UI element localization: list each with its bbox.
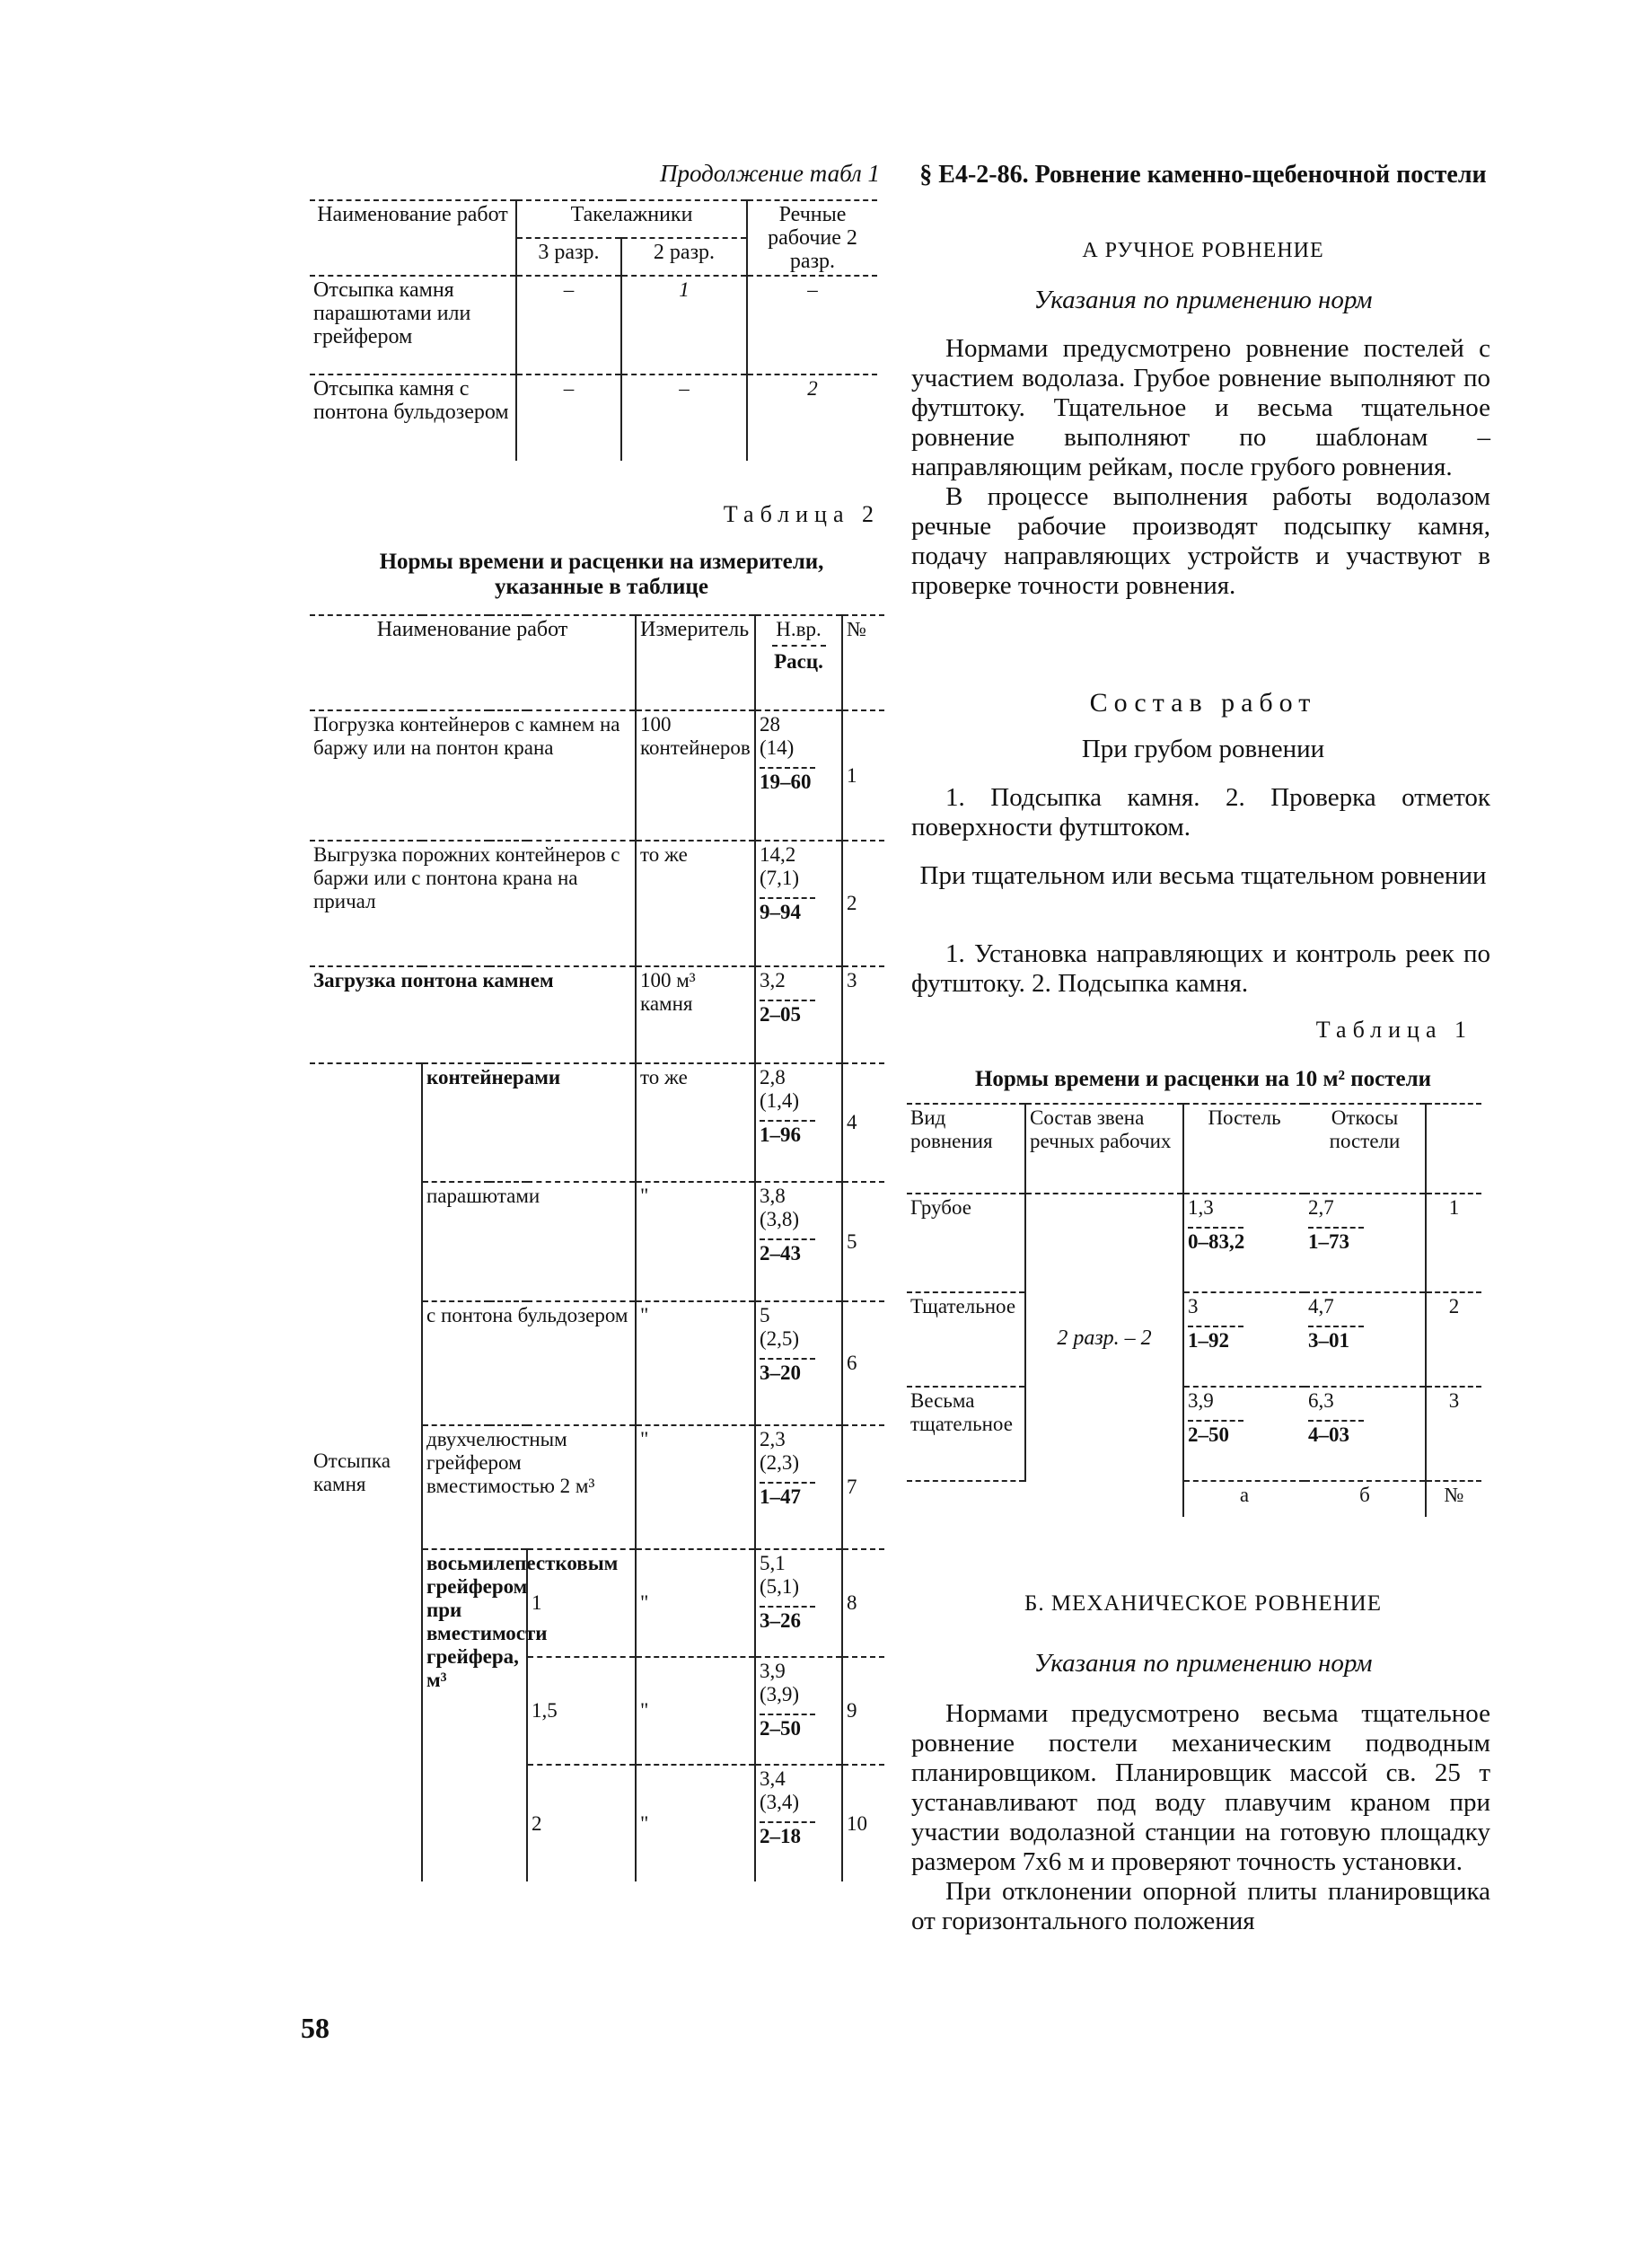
t2-row-values <box>755 710 842 841</box>
table-2 <box>310 614 884 1881</box>
t3-footer-a: а <box>1239 1484 1250 1506</box>
t2-nvr: 5 <box>760 1304 770 1326</box>
t2-nvr: 14,2 <box>760 843 796 866</box>
t2-nvr-paren: (14) <box>760 736 795 759</box>
t2-header-no: № <box>842 615 884 710</box>
table-2-title: Нормы времени и расценки на измерители, указанные в таблице <box>379 550 824 599</box>
t2-header-name: Наименование работ <box>310 615 636 710</box>
rough-heading: При грубом ровнении <box>1081 735 1325 763</box>
t1-header-rechnye: Речные рабочие 2 разр. <box>747 200 877 276</box>
t2-nvr: 2,3 <box>760 1428 786 1450</box>
t3-header-sostav: Состав звена речных рабочих <box>1025 1104 1183 1194</box>
t2-nvr-paren: (3,9) <box>760 1683 800 1705</box>
table-1-continuation <box>310 199 877 461</box>
rough-text: 1. Подсыпка камня. 2. Проверка отметок поверхности футштоком. <box>911 783 1490 842</box>
t2-rasc: 3–26 <box>760 1609 801 1632</box>
t2-row-izm: " <box>636 1657 755 1765</box>
t2-row-izm: " <box>636 1301 755 1425</box>
guide-b-heading: Указания по применению норм <box>1033 1649 1373 1678</box>
t3-post-nvr: 3,9 <box>1188 1389 1214 1412</box>
section-title: § Е4-2-86. Ровнение каменно-щебеночной постели <box>919 161 1487 189</box>
t2-sub-name: контейнерами <box>422 1063 636 1182</box>
table-3-caption: Таблица 1 <box>1315 1017 1472 1043</box>
t2-row-no: 8 <box>842 1549 884 1657</box>
para-b1: Нормами предусмотрено весьма тщательное ровнение постели механическим подводным планировщиком. Планировщик массой св. 25 т устанавливают под воду плавучим краном при участии водолазной станции на готовую площадку размером 7х6 м и проверяют точность установки. <box>911 1699 1490 1876</box>
t2-row-izm: " <box>636 1765 755 1881</box>
t2-nvr-paren: (2,3) <box>760 1451 800 1474</box>
t1-cell: – <box>516 276 621 374</box>
careful-block <box>911 939 1490 999</box>
table-2-caption: Таблица 2 <box>723 501 880 527</box>
t2-row-name: Выгрузка порожних контейнеров с баржи или с понтона крана на причал <box>310 841 636 966</box>
t3-otk-nvr: 6,3 <box>1308 1389 1334 1412</box>
t3-post-rasc: 0–83,2 <box>1188 1230 1245 1253</box>
rough-block <box>911 783 1490 842</box>
t2-row-no: 5 <box>842 1182 884 1301</box>
t1-cell: – <box>621 374 747 461</box>
t3-row-otkosy <box>1305 1194 1426 1292</box>
table-3-rovnenie <box>907 1103 1481 1517</box>
t1-cell: 2 <box>747 374 877 461</box>
t2-nvr: 28 <box>760 713 780 736</box>
t2-row-izm: то же <box>636 1063 755 1182</box>
t1-row-name: Отсыпка камня с понтона бульдозером <box>310 374 516 461</box>
t3-row-no: 1 <box>1426 1194 1481 1292</box>
t2-rasc: 1–47 <box>760 1485 801 1508</box>
para-a1: Нормами предусмотрено ровнение постелей с участием водолаза. Грубое ровнение выполняют по футштоку. Тщательное и весьма тщательное ровнение выполняют по шаблонам – направляющим рейкам, после грубого ровнения. <box>911 334 1490 481</box>
t2-rasc: 9–94 <box>760 901 801 923</box>
table-3-title: Нормы времени и расценки на 10 м² постели <box>974 1067 1432 1091</box>
t2-nvr: 5,1 <box>760 1552 786 1574</box>
para-b2: При отклонении опорной плиты планировщика от горизонтального положения <box>911 1877 1490 1935</box>
t3-row-vid: Грубое <box>907 1194 1025 1292</box>
guide-a-heading: Указания по применению норм <box>1033 286 1373 314</box>
para-b-block <box>911 1699 1490 1936</box>
subsection-a-heading: А РУЧНОЕ РОВНЕНИЕ <box>1082 239 1324 262</box>
t2-rasc: 19–60 <box>760 771 812 793</box>
para-a2: В процессе выполнения работы водолазом речные рабочие производят подсыпку камня, подачу направляющих устройств и участвуют в проверке точности ровнения. <box>911 482 1490 600</box>
t2-grab-label: восьмилепестковым грейфером при вместимости грейфера, м³ <box>422 1549 527 1881</box>
t3-row-postel <box>1183 1194 1305 1292</box>
t2-grab-cap: 1 <box>527 1549 636 1657</box>
t2-nvr: 3,4 <box>760 1767 786 1790</box>
t1-cell: 1 <box>621 276 747 374</box>
t2-row-no: 4 <box>842 1063 884 1182</box>
t2-row-no: 1 <box>842 710 884 841</box>
t2-sub-name: двухчелюстным грейфером вместимостью 2 м³ <box>422 1425 636 1549</box>
t3-otk-rasc: 4–03 <box>1308 1423 1349 1446</box>
t2-nvr-paren: (1,4) <box>760 1089 800 1112</box>
t3-header-otkosy: Откосы постели <box>1305 1104 1426 1194</box>
t2-row-no: 2 <box>842 841 884 966</box>
t3-post-rasc: 2–50 <box>1188 1423 1229 1446</box>
t3-row-postel <box>1183 1387 1305 1481</box>
t2-nvr: 3,8 <box>760 1185 786 1207</box>
t2-rasc: 2–18 <box>760 1825 801 1847</box>
t3-row-vid: Весьма тщательное <box>907 1387 1025 1481</box>
t2-row-values <box>755 1549 842 1657</box>
t2-row-values <box>755 841 842 966</box>
sostav-heading: Состав работ <box>1089 688 1317 718</box>
t3-row-no: 3 <box>1426 1387 1481 1481</box>
t3-row-no: 2 <box>1426 1292 1481 1387</box>
page-number: 58 <box>301 2012 330 2044</box>
t3-otk-nvr: 2,7 <box>1308 1196 1334 1219</box>
t2-row-izm: " <box>636 1425 755 1549</box>
t3-sostav-value: 2 разр. – 2 <box>1025 1194 1183 1481</box>
t2-header-rasc-label: Расц. <box>774 650 823 673</box>
t1-cell: – <box>516 374 621 461</box>
careful-text: 1. Установка направляющих и контроль реек по футштоку. 2. Подсыпка камня. <box>911 939 1490 998</box>
t2-rasc: 3–20 <box>760 1361 801 1384</box>
t3-row-otkosy <box>1305 1387 1426 1481</box>
t2-row-izm: 100 контейнеров <box>636 710 755 841</box>
t2-row-no: 3 <box>842 966 884 1063</box>
t2-sub-name: с понтона бульдозером <box>422 1301 636 1425</box>
t1-row-name: Отсыпка камня парашютами или грейфером <box>310 276 516 374</box>
t2-nvr-paren: (3,8) <box>760 1208 800 1230</box>
t2-nvr-paren: (5,1) <box>760 1575 800 1598</box>
t2-header-nvr <box>755 615 842 710</box>
t2-rasc: 1–96 <box>760 1124 801 1146</box>
t3-otk-rasc: 3–01 <box>1308 1329 1349 1352</box>
t2-grab-cap: 2 <box>527 1765 636 1881</box>
t2-header-nvr-label: Н.вр. <box>776 618 822 640</box>
t1-cell: – <box>747 276 877 374</box>
t3-post-nvr: 3 <box>1188 1295 1199 1317</box>
t3-post-nvr: 1,3 <box>1188 1196 1214 1219</box>
t3-header-postel: Постель <box>1183 1104 1305 1194</box>
t2-row-no: 10 <box>847 1811 867 1835</box>
t2-row-izm: " <box>636 1182 755 1301</box>
t2-nvr: 2,8 <box>760 1066 786 1088</box>
t1-header-name: Наименование работ <box>310 200 516 276</box>
t1-header-takelazhniki: Такелажники <box>516 200 747 238</box>
para-a-block <box>911 334 1490 601</box>
t2-row-values <box>755 1657 842 1765</box>
t2-row-izm: то же <box>636 841 755 966</box>
t3-footer-b: б <box>1305 1481 1426 1517</box>
t2-rasc: 2–05 <box>760 1003 801 1026</box>
t2-row-name: Загрузка понтона камнем <box>310 966 636 1063</box>
subsection-b-heading: Б. МЕХАНИЧЕСКОЕ РОВНЕНИЕ <box>1024 1591 1383 1616</box>
t2-nvr-paren: (2,5) <box>760 1327 800 1350</box>
t2-row-values <box>755 1063 842 1182</box>
t3-row-vid: Тщательное <box>907 1292 1025 1387</box>
careful-heading: При тщательном или весьма тщательном ровнении <box>919 861 1487 890</box>
t2-rasc: 2–50 <box>760 1717 801 1740</box>
t3-otk-rasc: 1–73 <box>1308 1230 1349 1253</box>
t2-nvr: 3,2 <box>760 969 786 991</box>
t3-otk-nvr: 4,7 <box>1308 1295 1334 1317</box>
t2-row-values <box>755 1425 842 1549</box>
t2-grab-cap: 1,5 <box>527 1657 636 1765</box>
t2-row-name: Погрузка контейнеров с камнем на баржу или на понтон крана <box>310 710 636 841</box>
t1-header-2razr: 2 разр. <box>621 238 747 276</box>
t2-sub-name: парашютами <box>422 1182 636 1301</box>
t3-row-otkosy <box>1305 1292 1426 1387</box>
t2-row-values <box>755 1301 842 1425</box>
t3-row-postel <box>1183 1292 1305 1387</box>
t2-row-values <box>755 1182 842 1301</box>
t2-row-no: 6 <box>842 1301 884 1425</box>
t2-otsypka-label: Отсыпка камня <box>310 1063 422 1881</box>
t2-row-no: 7 <box>842 1425 884 1549</box>
t3-header-vid: Вид ровнения <box>907 1104 1025 1194</box>
continuation-caption: Продолжение табл 1 <box>659 160 880 187</box>
t2-row-values <box>755 1765 842 1881</box>
t3-footer-no: № <box>1444 1484 1464 1506</box>
t2-nvr-paren: (3,4) <box>760 1791 800 1813</box>
t1-header-3razr: 3 разр. <box>516 238 621 276</box>
t2-nvr-paren: (7,1) <box>760 867 800 889</box>
t2-header-izm: Измеритель <box>636 615 755 710</box>
t2-row-izm: " <box>636 1549 755 1657</box>
t2-row-izm: 100 м³ камня <box>636 966 755 1063</box>
t2-row-values <box>755 966 842 1063</box>
t2-row-no: 9 <box>842 1657 884 1765</box>
t3-post-rasc: 1–92 <box>1188 1329 1229 1352</box>
t2-nvr: 3,9 <box>760 1660 786 1682</box>
t2-rasc: 2–43 <box>760 1242 801 1264</box>
